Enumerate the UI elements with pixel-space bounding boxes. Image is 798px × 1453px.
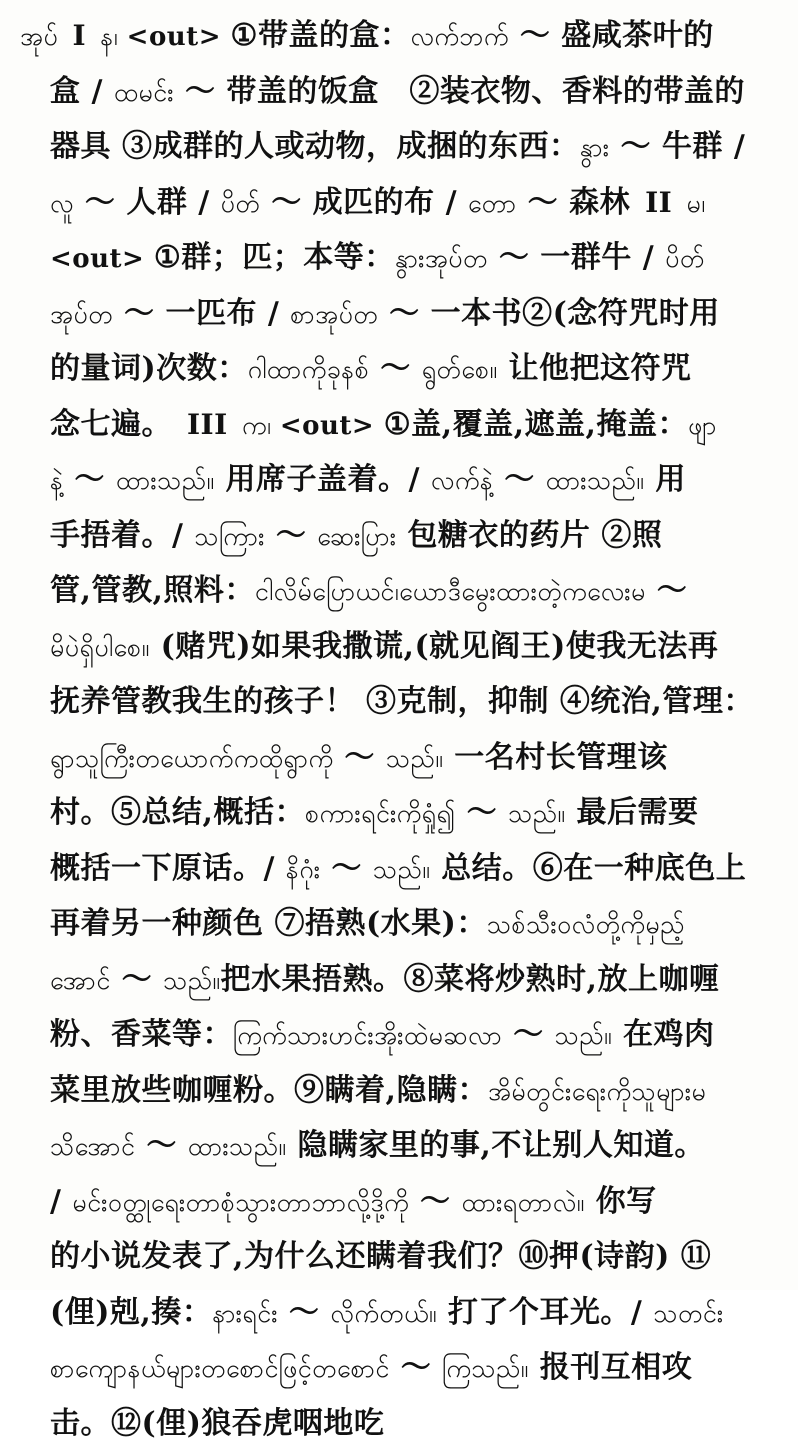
burmese-text: သည်။: [386, 744, 443, 773]
burmese-text: နားရင်း: [212, 1299, 278, 1328]
part-of-speech: က၊: [242, 411, 280, 440]
entry-line: [20, 454, 784, 510]
sense-numeral: I: [58, 19, 100, 52]
entry-line: [20, 954, 784, 1010]
chinese-text: 报刊互相攻: [529, 1350, 692, 1385]
burmese-text: သည်။: [508, 799, 565, 828]
burmese-text: ပိတ်: [665, 244, 705, 273]
burmese-text: စာအုပ်တ: [290, 300, 378, 329]
chinese-text: ～: [278, 1295, 330, 1330]
chinese-text: ～: [265, 518, 317, 553]
chinese-text: 击。⑫(俚)狼吞虎咽地吃: [50, 1406, 384, 1441]
chinese-text: 用席子盖着。/: [215, 462, 431, 497]
chinese-text: 再着另一种颜色 ⑦捂熟(水果)：: [50, 906, 487, 941]
chinese-text: 手捂着。/: [50, 518, 194, 553]
burmese-text: ဆေးပြား: [317, 522, 396, 551]
entry-line: [20, 1120, 784, 1176]
entry-line: [20, 843, 784, 899]
burmese-text: မင်းဝတ္ထုရေးတာစုံသွားတာဘာလို့ဒို့ကို: [72, 1188, 409, 1217]
part-of-speech: န၊: [100, 22, 126, 51]
chinese-text: 打了个耳光。/: [437, 1295, 653, 1330]
burmese-text: လိုက်တယ်။: [330, 1299, 437, 1328]
burmese-text: ထားသည်။: [546, 466, 645, 495]
burmese-text: မိပဲရှိပါစေ။: [50, 633, 150, 662]
entry-line: [20, 232, 784, 288]
burmese-text: စကားရင်းကိုရှုံ၍: [305, 799, 456, 828]
chinese-text: 盒 /: [50, 74, 114, 109]
chinese-text: 粉、香菜等：: [50, 1017, 233, 1052]
burmese-text: အုပ်တ: [50, 300, 113, 329]
chinese-text: 在鸡肉: [612, 1017, 714, 1052]
burmese-text: သည်။: [373, 855, 430, 884]
chinese-text: 念七遍。: [50, 407, 183, 442]
entry-line: [20, 510, 784, 566]
chinese-text: 的量词)次数：: [50, 351, 248, 386]
chinese-text: ①带盖的盒：: [231, 18, 411, 53]
chinese-text: ～ 成匹的布 /: [260, 185, 468, 220]
chinese-text: ～ 盛咸茶叶的: [509, 18, 714, 53]
entry-line: [20, 10, 784, 66]
burmese-text: နိဂုံး: [286, 855, 321, 884]
burmese-text: ဂါထာကိုခုနစ်: [248, 355, 370, 384]
burmese-text: သည်။: [555, 1021, 612, 1050]
entry-line: [20, 1176, 784, 1232]
burmese-text: အောင်: [50, 966, 111, 995]
burmese-text: ရွာသူကြီးတယောက်ကထိုရွာကို: [50, 744, 333, 773]
entry-line: [20, 1009, 784, 1065]
burmese-text: နွား: [579, 133, 609, 162]
burmese-text: အိမ်တွင်းရေးကိုသူများမ: [488, 1077, 706, 1106]
chinese-text: ～: [111, 962, 163, 997]
entry-line: [20, 732, 784, 788]
chinese-text: ①群；匹；本等：: [154, 240, 395, 275]
burmese-text: ပိတ်: [221, 189, 261, 218]
entry-line: [20, 177, 784, 233]
chinese-text: (赌咒)如果我撒谎,(就见阎王)使我无法再: [150, 629, 719, 664]
chinese-text: ～: [320, 851, 372, 886]
entry-line: [20, 676, 784, 732]
burmese-text: ငါလိမ်ပြောယင်၊ယောဒီမွေးထားတဲ့ကလေးမ: [255, 577, 646, 606]
burmese-text: နွားအုပ်တ: [395, 244, 488, 273]
burmese-text: သိအောင်: [50, 1132, 135, 1161]
entry-line: [20, 121, 784, 177]
entry-line: [20, 288, 784, 344]
entry-line: [20, 1065, 784, 1121]
origin-tag: <out>: [50, 244, 154, 274]
headword: အုပ်: [20, 22, 58, 51]
chinese-text: ～ 人群 /: [74, 185, 221, 220]
chinese-text: ①盖,覆盖,遮盖,掩盖：: [384, 407, 688, 442]
entry-line: [20, 1287, 784, 1343]
chinese-text: 器具 ③成群的人或动物，成捆的东西：: [50, 129, 579, 164]
chinese-text: 你写: [585, 1184, 657, 1219]
chinese-text: 用: [644, 462, 685, 497]
entry-line: [20, 787, 784, 843]
chinese-text: ～: [502, 1017, 554, 1052]
burmese-text: ကြက်သားဟင်းအိုးထဲမဆလာ: [233, 1021, 502, 1050]
chinese-text: ～: [493, 462, 545, 497]
burmese-text: တော: [468, 189, 517, 218]
chinese-text: ～ 一匹布 /: [113, 296, 290, 331]
chinese-text: 管,管教,照料：: [50, 573, 255, 608]
chinese-text: 让他把这符咒: [498, 351, 692, 386]
origin-tag: <out>: [127, 22, 231, 52]
chinese-text: ～ 带盖的饭盒 ②装衣物、香料的带盖的: [174, 74, 745, 109]
burmese-text: သကြား: [194, 522, 264, 551]
dictionary-entry: [20, 10, 784, 1453]
burmese-text: သတင်း: [653, 1299, 723, 1328]
chinese-text: 的小说发表了,为什么还瞒着我们？⑩押(诗韵) ⑪: [50, 1239, 711, 1274]
burmese-text: ထားရတာလဲ။: [461, 1188, 584, 1217]
origin-tag: <out>: [280, 411, 384, 441]
chinese-text: 菜里放些咖喱粉。⑨瞒着,隐瞒：: [50, 1073, 488, 1108]
burmese-text: လက်ဘက်: [410, 22, 508, 51]
chinese-text: ～: [409, 1184, 461, 1219]
chinese-text: /: [50, 1184, 72, 1219]
burmese-text: သစ်သီးဝလံတို့ကိုမှည့်: [487, 910, 685, 939]
burmese-text: နဲ့: [50, 466, 63, 495]
burmese-text: ရွတ်စေ။: [422, 355, 498, 384]
entry-line: [20, 621, 784, 677]
part-of-speech: မ၊: [687, 189, 706, 218]
burmese-text: ထမင်း: [114, 78, 174, 107]
chinese-text: ～: [333, 740, 385, 775]
entry-line: [20, 66, 784, 122]
chinese-text: 把水果捂熟。⑧菜将炒熟时,放上咖喱: [221, 962, 720, 997]
entry-line: [20, 343, 784, 399]
sense-numeral: III: [183, 408, 242, 441]
chinese-text: 隐瞒家里的事,不让别人知道。: [286, 1128, 704, 1163]
chinese-text: 最后需要: [566, 795, 699, 830]
chinese-text: ～: [456, 795, 508, 830]
entry-line: [20, 399, 784, 455]
chinese-text: ～: [63, 462, 115, 497]
entry-line: [20, 1231, 784, 1287]
burmese-text: ဖျာ: [688, 411, 717, 440]
chinese-text: 包糖衣的药片 ②照: [396, 518, 662, 553]
burmese-text: သည်။: [163, 966, 220, 995]
chinese-text: ～: [390, 1350, 442, 1385]
burmese-text: ထားသည်။: [188, 1132, 287, 1161]
chinese-text: 概括一下原话。/: [50, 851, 286, 886]
burmese-text: ထားသည်။: [116, 466, 215, 495]
chinese-text: 总结。⑥在一种底色上: [430, 851, 746, 886]
chinese-text: ～: [646, 573, 687, 608]
chinese-text: ～ 一本书②(念符咒时用: [378, 296, 720, 331]
sense-numeral: II: [641, 186, 686, 219]
burmese-text: လက်နဲ့: [431, 466, 493, 495]
entry-line: [20, 898, 784, 954]
chinese-text: 抚养管教我生的孩子！ ③克制，抑制 ④统治,管理：: [50, 684, 754, 719]
entry-line: [20, 1398, 784, 1453]
chinese-text: ～: [135, 1128, 187, 1163]
chinese-text: 一名村长管理该: [443, 740, 667, 775]
burmese-text: ကြသည်။: [442, 1354, 529, 1383]
chinese-text: ～ 森林: [517, 185, 641, 220]
chinese-text: ～ 一群牛 /: [488, 240, 665, 275]
entry-line: [20, 1342, 784, 1398]
chinese-text: ～: [369, 351, 421, 386]
chinese-text: ～ 牛群 /: [610, 129, 746, 164]
chinese-text: 村。⑤总结,概括：: [50, 795, 305, 830]
entry-line: [20, 565, 784, 621]
chinese-text: (俚)剋,揍：: [50, 1295, 212, 1330]
burmese-text: စာကျောနယ်များတစောင်ဖြင့်တစောင်: [50, 1354, 390, 1383]
burmese-text: လူ: [50, 189, 74, 218]
